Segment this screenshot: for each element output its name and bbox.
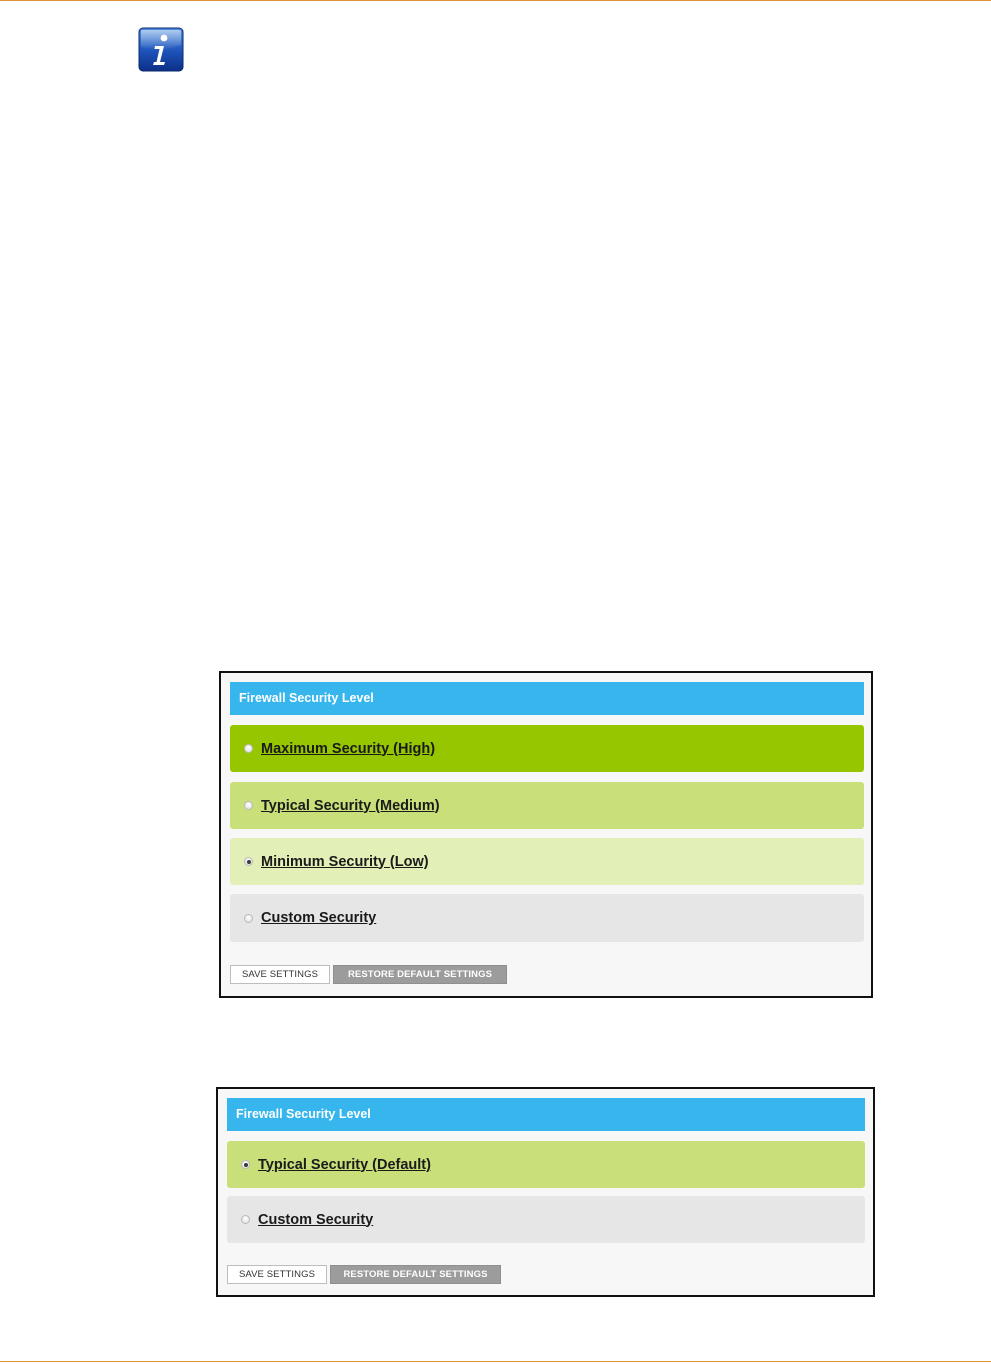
option-maximum-security[interactable]	[230, 725, 864, 772]
bottom-rule	[0, 1361, 991, 1362]
option-custom-security[interactable]	[227, 1196, 865, 1243]
top-rule	[0, 0, 991, 1]
option-label[interactable]: Typical Security (Default)	[258, 1156, 431, 1173]
save-settings-button[interactable]: SAVE SETTINGS	[227, 1265, 327, 1284]
option-label[interactable]: Custom Security	[258, 1211, 374, 1228]
restore-default-settings-button[interactable]: RESTORE DEFAULT SETTINGS	[333, 965, 507, 984]
firewall-panel-four-levels	[219, 671, 873, 998]
radio-button[interactable]	[244, 801, 253, 810]
option-label[interactable]: Minimum Security (Low)	[261, 853, 429, 870]
radio-button[interactable]	[244, 744, 253, 753]
info-icon	[138, 27, 184, 72]
radio-button[interactable]	[244, 914, 253, 923]
option-custom-security[interactable]	[230, 894, 864, 942]
option-typical-security[interactable]	[230, 782, 864, 829]
radio-button[interactable]	[241, 1215, 250, 1224]
panel-header: Firewall Security Level	[227, 1098, 865, 1131]
option-typical-security-default[interactable]	[227, 1141, 865, 1188]
option-label[interactable]: Custom Security	[261, 910, 377, 926]
firewall-panel-two-levels	[216, 1087, 875, 1297]
option-label[interactable]: Maximum Security (High)	[261, 740, 436, 757]
save-settings-button[interactable]: SAVE SETTINGS	[230, 965, 330, 984]
option-label[interactable]: Typical Security (Medium)	[261, 797, 440, 814]
panel-header: Firewall Security Level	[230, 682, 864, 715]
option-minimum-security[interactable]	[230, 838, 864, 885]
radio-button-selected[interactable]	[244, 857, 253, 866]
radio-button-selected[interactable]	[241, 1160, 250, 1169]
restore-default-settings-button[interactable]: RESTORE DEFAULT SETTINGS	[330, 1265, 501, 1284]
